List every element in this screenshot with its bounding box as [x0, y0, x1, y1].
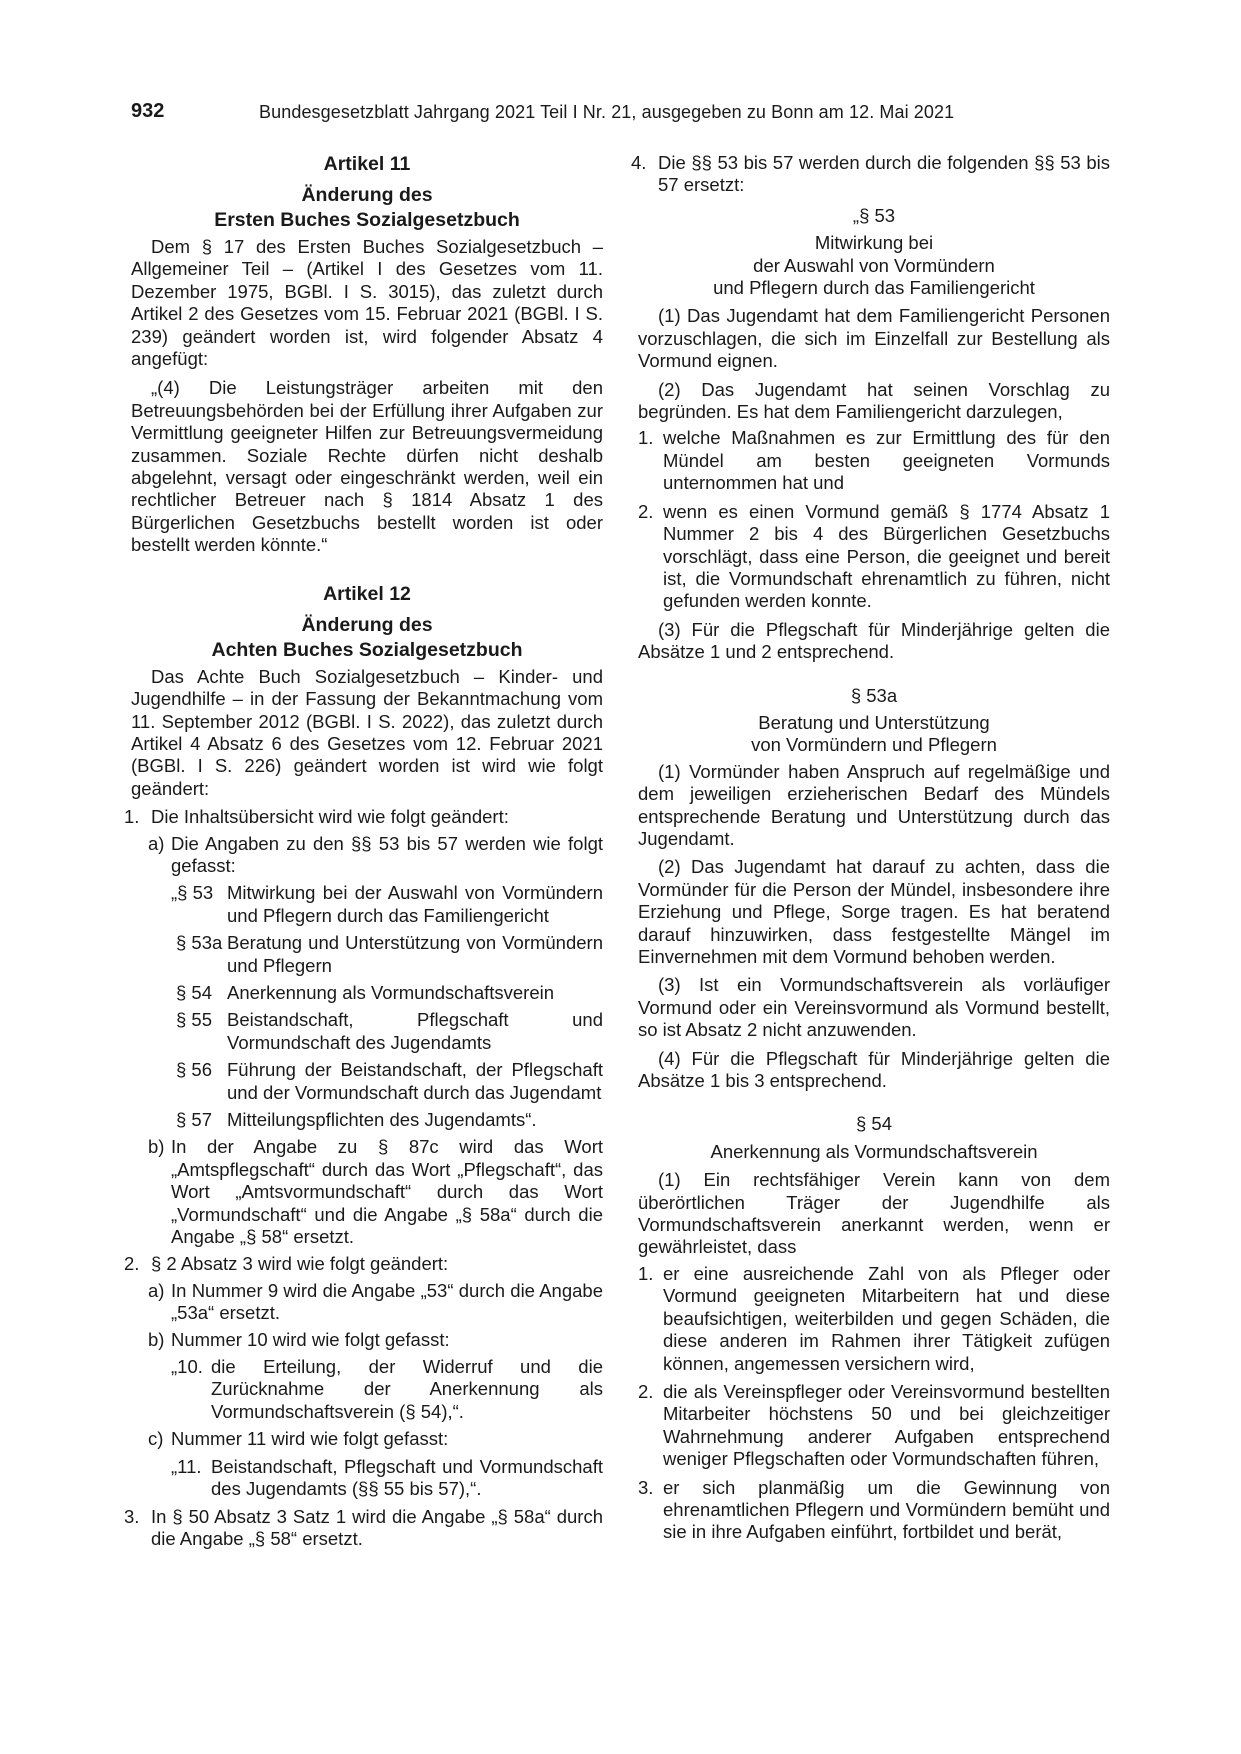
toc-entry: § 54 Anerkennung als Vormundschaftsverein [176, 981, 555, 1003]
section-53-heading: „§ 53 [852, 204, 896, 226]
section-53a-para-1: (1) Vormünder haben Anspruch auf regelmäßige und dem jeweiligen erzieherischen Bedarf des Mündels entsprechende Beratung und Unterstützung durch das Jugendamt. [638, 760, 1110, 849]
section-53-title-1: Mitwirkung bei [814, 232, 934, 254]
list-item: „11. Beistandschaft, Pflegschaft und Vormundschaft des Jugendamts (§§ 55 bis 57),“. [171, 1455, 603, 1500]
running-head: Bundesgesetzblatt Jahrgang 2021 Teil I Nr. 21, ausgegeben zu Bonn am 12. Mai 2021 [259, 102, 955, 122]
section-53a-heading: § 53a [850, 684, 898, 706]
list-item: 4. Die §§ 53 bis 57 werden durch die folgenden §§ 53 bis 57 ersetzt: [631, 152, 1110, 196]
article-11-title: Artikel 11 [323, 153, 411, 175]
list-item: a) In Nummer 9 wird die Angabe „53“ durch die Angabe „53a“ ersetzt. [148, 1279, 603, 1324]
section-54-para-1: (1) Ein rechtsfähiger Verein kann von dem überörtlichen Träger der Jugendhilfe als Vormundschaftsverein anerkannt werden, wenn er gewährleistet, dass [638, 1169, 1110, 1258]
list-item: b) Nummer 10 wird wie folgt gefasst: [148, 1328, 450, 1350]
article-12-subtitle-1: Änderung des [301, 613, 433, 636]
section-53a-title-1: Beratung und Unterstützung [758, 711, 990, 733]
list-item: b) In der Angabe zu § 87c wird das Wort „Amtspflegschaft“ durch das Wort „Pflegschaft“, das Wort „Amtsvormundschaft“ durch das Wort „Vormundschaft“ und die Angabe „§ 58a“ durch die Angabe „§ 58“ ersetzt. [148, 1136, 603, 1248]
list-item: 1. welche Maßnahmen es zur Ermittlung des für den Mündel am besten geeigneten Vormunds unternommen hat und [638, 427, 1110, 494]
list-item: „10. die Erteilung, der Widerruf und die Zurücknahme der Anerkennung als Vormundschaftsverein (§ 54),“. [171, 1356, 603, 1422]
list-item: c) Nummer 11 wird wie folgt gefasst: [148, 1428, 449, 1450]
section-53-title-3: und Pflegern durch das Familiengericht [713, 277, 1035, 299]
list-item: 2. die als Vereinspfleger oder Vereinsvormund bestellten Mitarbeiter höchstens 50 und bei gleichzeitiger Wahrnehmung anderer Aufgaben entsprechend weniger Pflegschaften oder Vormundschaften führen, [638, 1380, 1110, 1470]
section-53-para-1: (1) Das Jugendamt hat dem Familiengericht Personen vorzuschlagen, die sich im Einzelfall zur Bestellung als Vormund eignen. [638, 305, 1110, 372]
toc-entry: § 57 Mitteilungspflichten des Jugendamts“. [176, 1109, 537, 1130]
list-item: 3. In § 50 Absatz 3 Satz 1 wird die Angabe „§ 58a“ durch die Angabe „§ 58“ ersetzt. [124, 1505, 603, 1549]
list-item: 1. er eine ausreichende Zahl von als Pfleger oder Vormund geeigneten Mitarbeitern hat und diese beaufsichtigen, weiterbilden und gegen Schäden, die diese anderen im Rahmen ihrer Tätigkeit zufügen können, angemessen versichern wird, [638, 1262, 1110, 1374]
section-53a-para-2: (2) Das Jugendamt hat darauf zu achten, dass die Vormünder für die Person der Mündel, insbesondere ihre Erziehung und Pflege, Sorge tragen. Es hat beratend darauf hinzuwirken, dass festgestellte Mängel im Einvernehmen mit dem Vormund behoben werden. [638, 856, 1110, 967]
right-column [631, 152, 1110, 1544]
list-item: 2. wenn es einen Vormund gemäß § 1774 Absatz 1 Nummer 2 bis 4 des Bürgerlichen Gesetzbuchs vorschlägt, dass eine Person, die geeignet und bereit ist, die Vormundschaft ehrenamtlich zu führen, nicht gefunden werden konnte. [638, 500, 1110, 612]
page-header [131, 100, 1110, 126]
article-11-intro: Dem § 17 des Ersten Buches Sozialgesetzbuch – Allgemeiner Teil – (Artikel I des Gesetzes vom 11. Dezember 1975, BGBl. I S. 3015), das zuletzt durch Artikel 2 des Gesetzes vom 15. Februar 2021 (BGBl. I S. 239) geändert worden ist, wird folgender Absatz 4 angefügt: [131, 236, 603, 370]
section-53-para-3: (3) Für die Pflegschaft für Minderjährige gelten die Absätze 1 und 2 entsprechend. [638, 618, 1110, 663]
article-11-quote: „(4) Die Leistungsträger arbeiten mit den Betreuungsbehörden bei der Erfüllung ihrer Aufgaben zur Vermittlung geeigneter Hilfen zur Betreuungsvermeidung zusammen. Soziale Rechte dürfen nicht deshalb abgelehnt, versagt oder eingeschränkt werden, weil ein rechtlicher Betreuer nach § 1814 Absatz 1 des Bürgerlichen Gesetzbuchs bestellt worden ist oder bestellt werden könnte.“ [131, 377, 603, 556]
section-53-para-2: (2) Das Jugendamt hat seinen Vorschlag zu begründen. Es hat dem Familiengericht darzulegen, [638, 378, 1110, 423]
list-item: 1. Die Inhaltsübersicht wird wie folgt geändert: [124, 806, 509, 828]
toc-entry: § 53a Beratung und Unterstützung von Vormündern und Pflegern [176, 932, 603, 976]
article-12-subtitle-2: Achten Buches Sozialgesetzbuch [211, 638, 523, 661]
list-item: a) Die Angaben zu den §§ 53 bis 57 werden wie folgt gefasst: [148, 832, 603, 876]
page-number: 932 [131, 100, 165, 122]
list-item: 2. § 2 Absatz 3 wird wie folgt geändert: [124, 1253, 449, 1275]
article-12-title: Artikel 12 [323, 582, 411, 605]
section-54-title: Anerkennung als Vormundschaftsverein [710, 1140, 1038, 1162]
section-53a-para-3: (3) Ist ein Vormundschaftsverein als vorläufiger Vormund oder ein Vereinsvormund als Vormund bestellt, so ist Absatz 2 nicht anzuwenden. [638, 974, 1110, 1041]
section-53a-title-2: von Vormündern und Pflegern [751, 734, 997, 756]
article-11-subtitle-2: Ersten Buches Sozialgesetzbuch [214, 209, 520, 231]
toc-entry: § 55 Beistandschaft, Pflegschaft und Vormundschaft des Jugendamts [176, 1009, 603, 1053]
section-53-title-2: der Auswahl von Vormündern [753, 254, 995, 276]
section-53a-para-4: (4) Für die Pflegschaft für Minderjährige gelten die Absätze 1 bis 3 entsprechend. [638, 1047, 1110, 1092]
section-54-heading: § 54 [855, 1113, 892, 1135]
article-12-intro: Das Achte Buch Sozialgesetzbuch – Kinder- und Jugendhilfe – in der Fassung der Bekanntmachung vom 11. September 2012 (BGBl. I S. 2022), das zuletzt durch Artikel 4 Absatz 6 des Gesetzes vom 12. Februar 2021 (BGBl. I S. 226) geändert worden ist wird wie folgt geändert: [131, 665, 603, 799]
toc-entry: § 56 Führung der Beistandschaft, der Pflegschaft und der Vormundschaft durch das Jugendamt [176, 1059, 603, 1103]
toc-entry: „§ 53 Mitwirkung bei der Auswahl von Vormündern und Pflegern durch das Familiengericht [171, 882, 603, 926]
left-column [124, 152, 603, 1550]
article-11-subtitle-1: Änderung des [301, 184, 433, 206]
list-item: 3. er sich planmäßig um die Gewinnung von ehrenamtlichen Pflegern und Vormündern bemüht und sie in ihre Aufgaben einführt, fortbildet und berät, [638, 1476, 1110, 1543]
